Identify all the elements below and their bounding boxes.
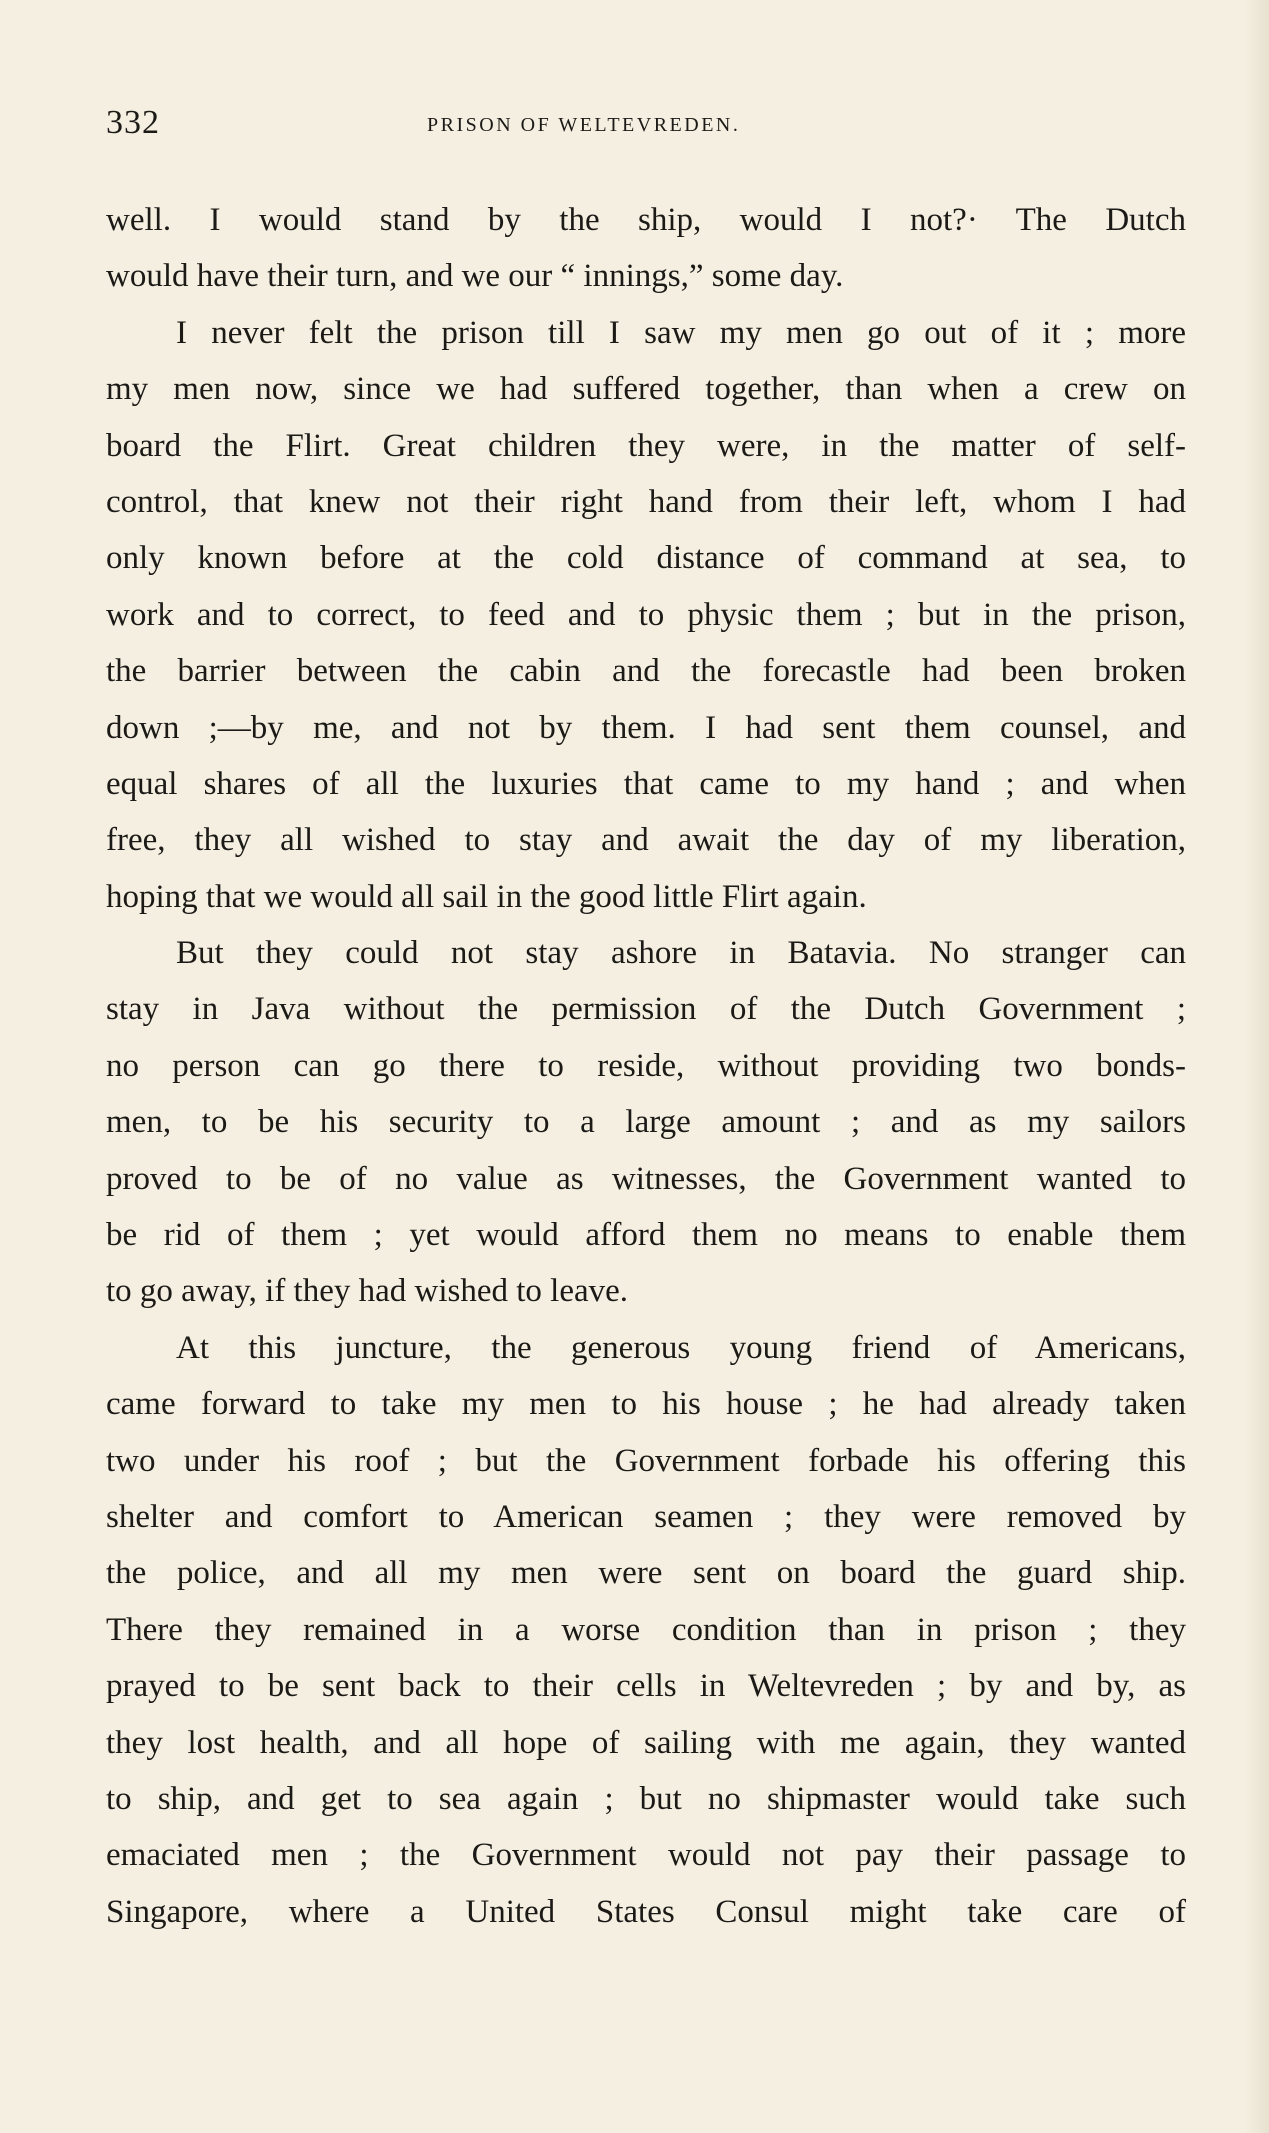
- running-title: PRISON OF WELTEVREDEN.: [427, 114, 741, 136]
- text-line: free, they all wished to stay and await the day of my liberation,: [106, 822, 1186, 859]
- text-line: to ship, and get to sea again ; but no shipmaster would take such: [106, 1780, 1186, 1817]
- text-line: Singapore, where a United States Consul might take care of: [106, 1893, 1186, 1930]
- text-line: men, to be his security to a large amount ; and as my sailors: [106, 1104, 1186, 1141]
- text-line: work and to correct, to feed and to physic them ; but in the prison,: [106, 596, 1186, 633]
- text-line: control, that knew not their right hand from their left, whom I had: [106, 483, 1186, 520]
- text-line: two under his roof ; but the Government forbade his offering this: [106, 1442, 1186, 1479]
- text-line: well. I would stand by the ship, would I not?· The Dutch: [106, 202, 1186, 238]
- text-line: I never felt the prison till I saw my men go out of it ; more: [176, 314, 1186, 351]
- text-line: equal shares of all the luxuries that came to my hand ; and when: [106, 765, 1186, 802]
- text-line: hoping that we would all sail in the good little Flirt again.: [106, 878, 867, 915]
- page-header: [106, 104, 1186, 144]
- text-line: my men now, since we had suffered together, than when a crew on: [106, 371, 1186, 408]
- text-line: they lost health, and all hope of sailing with me again, they wanted: [106, 1724, 1186, 1761]
- text-line: came forward to take my men to his house ; he had already taken: [106, 1386, 1186, 1423]
- page-number: 332: [106, 104, 160, 141]
- text-line: emaciated men ; the Government would not pay their passage to: [106, 1837, 1186, 1874]
- text-line: would have their turn, and we our “ innings,” some day.: [106, 258, 844, 295]
- text-line: down ;—by me, and not by them. I had sent them counsel, and: [106, 709, 1186, 746]
- text-line: no person can go there to reside, without providing two bonds-: [106, 1047, 1186, 1084]
- text-line: the police, and all my men were sent on board the guard ship.: [106, 1555, 1186, 1592]
- text-line: proved to be of no value as witnesses, the Government wanted to: [106, 1160, 1186, 1197]
- text-line: prayed to be sent back to their cells in Weltevreden ; by and by, as: [106, 1668, 1186, 1705]
- text-line: shelter and comfort to American seamen ; they were removed by: [106, 1498, 1186, 1535]
- text-line: the barrier between the cabin and the forecastle had been broken: [106, 653, 1186, 690]
- text-line: to go away, if they had wished to leave.: [106, 1273, 629, 1310]
- text-line: But they could not stay ashore in Batavia. No stranger can: [176, 935, 1186, 972]
- text-line: be rid of them ; yet would afford them no means to enable them: [106, 1217, 1186, 1254]
- text-line: There they remained in a worse condition than in prison ; they: [106, 1611, 1186, 1648]
- text-line: stay in Java without the permission of the Dutch Government ;: [106, 991, 1186, 1028]
- text-line: only known before at the cold distance of command at sea, to: [106, 540, 1186, 577]
- text-line: At this juncture, the generous young friend of Americans,: [176, 1329, 1186, 1366]
- text-line: board the Flirt. Great children they were, in the matter of self-: [106, 427, 1186, 464]
- body-text: [106, 192, 1186, 1940]
